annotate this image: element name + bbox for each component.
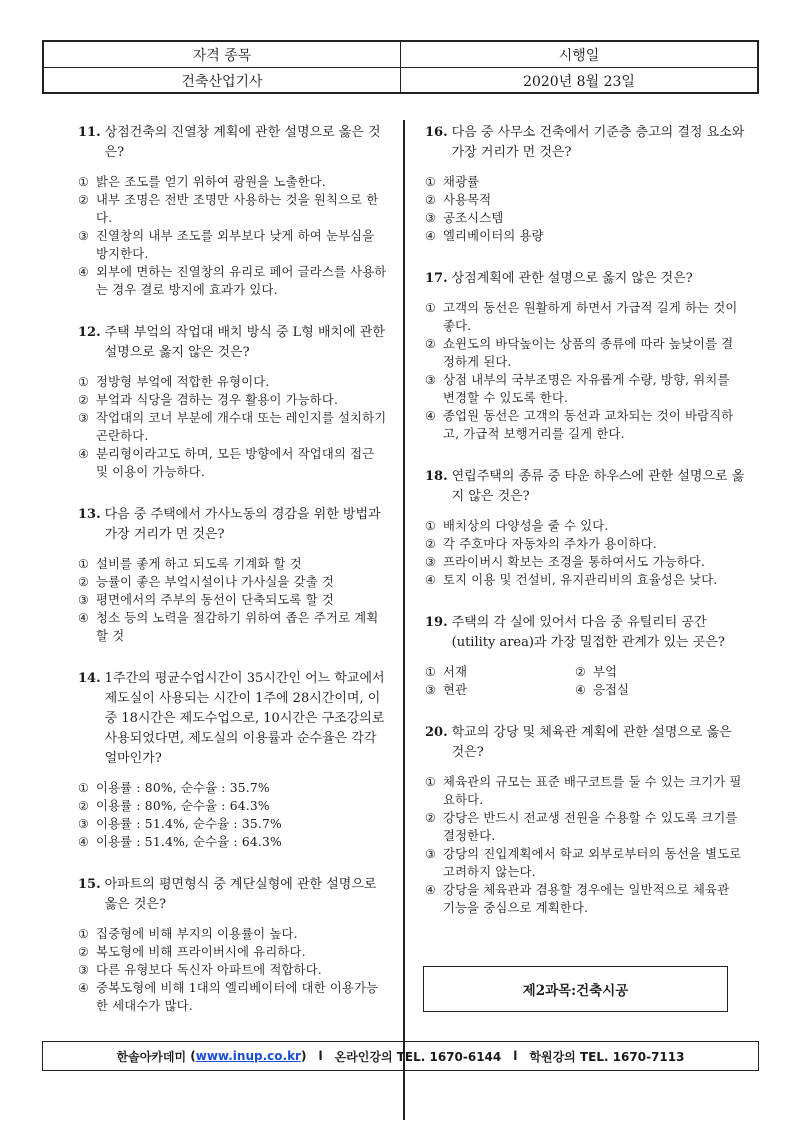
choice-text: 진열창의 내부 조도를 외부보다 낮게 하여 눈부심을 방지한다. xyxy=(96,229,375,261)
answer-choices xyxy=(425,773,745,917)
column-divider xyxy=(403,120,405,1120)
question-stem xyxy=(425,123,745,163)
choice-text: 체육관의 규모는 표준 배구코트를 둘 수 있는 크기가 필요하다. xyxy=(443,775,742,807)
question-text: 상점계획에 관한 설명으로 옳지 않은 것은? xyxy=(451,271,693,286)
choice-text: 이용률 : 80%, 순수율 : 64.3% xyxy=(96,799,270,813)
answer-choice xyxy=(425,773,745,809)
answer-choice xyxy=(425,407,745,443)
answer-choice xyxy=(425,553,745,571)
choice-text: 분리형이라고도 하며, 모든 방향에서 작업대의 접근 및 이용이 가능하다. xyxy=(96,447,375,479)
choice-number: ④ xyxy=(575,683,586,697)
question-text: 아파트의 평면형식 중 계단실형에 관한 설명으로 옳은 것은? xyxy=(104,877,377,912)
question-stem xyxy=(425,467,745,507)
choice-number: ① xyxy=(78,375,89,389)
choice-number: ③ xyxy=(78,817,89,831)
choice-text: 능률이 좋은 부엌시설이나 가사실을 갖출 것 xyxy=(96,575,334,589)
online-lecture-phone: 온라인강의 TEL. 1670-6144 xyxy=(334,1049,502,1064)
choice-text: 외부에 면하는 진열창의 유리로 페어 글라스를 사용하는 경우 결로 방지에 효과가 있다. xyxy=(96,265,387,297)
choice-number: ④ xyxy=(425,409,436,423)
choice-number: ③ xyxy=(425,683,436,697)
answer-choice xyxy=(425,845,745,881)
answer-choices xyxy=(78,173,388,299)
question-number: 18. xyxy=(425,469,448,484)
answer-choice xyxy=(425,809,745,845)
choice-text: 복도형에 비해 프라이버시에 유리하다. xyxy=(96,945,306,959)
choice-number: ① xyxy=(425,775,436,789)
exam-header-table xyxy=(42,40,759,94)
answer-choices xyxy=(78,779,388,851)
choice-number: ② xyxy=(78,945,89,959)
choice-number: ③ xyxy=(425,847,436,861)
question-number: 20. xyxy=(425,725,448,740)
choice-number: ① xyxy=(78,557,89,571)
choice-number: ② xyxy=(575,665,586,679)
answer-choice xyxy=(78,797,388,815)
choice-number: ② xyxy=(425,337,436,351)
answer-choice xyxy=(78,391,388,409)
answer-choice xyxy=(425,681,575,699)
choice-number: ① xyxy=(78,175,89,189)
answer-choice xyxy=(78,573,388,591)
choice-number: ② xyxy=(78,193,89,207)
choice-text: 배치상의 다양성을 줄 수 있다. xyxy=(443,519,609,533)
choice-number: ① xyxy=(425,301,436,315)
choice-text: 중복도형에 비해 1대의 엘리베이터에 대한 이용가능한 세대수가 많다. xyxy=(96,981,379,1013)
choice-number: ④ xyxy=(78,447,89,461)
footer-separator: l xyxy=(318,1049,323,1063)
question-item xyxy=(78,669,388,851)
answer-choices xyxy=(425,663,745,699)
answer-choice xyxy=(78,815,388,833)
choice-text: 밝은 조도를 얻기 위하여 광원을 노출한다. xyxy=(96,175,326,189)
answer-choice xyxy=(425,191,745,209)
answer-choice xyxy=(78,833,388,851)
question-text: 주택의 각 실에 있어서 다음 중 유틸리티 공간(utility area)과 가장 밀접한 관계가 있는 곳은? xyxy=(451,615,725,650)
answer-choice xyxy=(425,209,745,227)
choice-number: ③ xyxy=(78,963,89,977)
exam-date-label: 시행일 xyxy=(558,47,600,64)
choice-number: ② xyxy=(425,537,436,551)
choice-text: 강당의 진입계획에서 학교 외부로부터의 동선을 별도로 고려하지 않는다. xyxy=(443,847,742,879)
choice-number: ① xyxy=(425,665,436,679)
answer-choice xyxy=(425,299,745,335)
choice-text: 설비를 좋게 하고 되도록 기계화 할 것 xyxy=(96,557,302,571)
question-item xyxy=(78,875,388,1015)
answer-choice xyxy=(78,373,388,391)
answer-choice xyxy=(425,571,745,589)
footer-bar: 한솔아카데미 ( www.inup.co.kr ) l 온라인강의 TEL. 1670-6144 l 학원강의 TEL. 1670-7113 xyxy=(42,1041,759,1071)
question-number: 13. xyxy=(78,507,101,522)
choice-number: ③ xyxy=(425,373,436,387)
answer-choices xyxy=(425,517,745,589)
answer-choice xyxy=(78,263,388,299)
question-stem xyxy=(425,269,745,289)
choice-text: 강당은 반드시 전교생 전원을 수용할 수 있도록 크기를 결정한다. xyxy=(443,811,738,843)
choice-text: 응접실 xyxy=(593,683,630,697)
answer-choices xyxy=(78,373,388,481)
question-number: 12. xyxy=(78,325,101,340)
answer-choice xyxy=(425,535,745,553)
choice-text: 작업대의 코너 부분에 개수대 또는 레인지를 설치하기 곤란하다. xyxy=(96,411,387,443)
choice-number: ④ xyxy=(425,883,436,897)
answer-choices xyxy=(78,555,388,645)
question-text: 1주간의 평균수업시간이 35시간인 어느 학교에서 제도실이 사용되는 시간이 1주에 28시간이며, 이 중 18시간은 제도수업으로, 10시간은 구조강의로 사용되었다면, 제도실의 이용률과 순수율은 각각 얼마인가? xyxy=(104,671,385,766)
answer-choice xyxy=(78,191,388,227)
question-item xyxy=(425,269,745,443)
footer-separator: l xyxy=(513,1049,518,1063)
choice-number: ③ xyxy=(425,555,436,569)
answer-choice xyxy=(78,779,388,797)
choice-text: 채광률 xyxy=(443,175,480,189)
question-stem xyxy=(78,505,388,545)
choice-text: 쇼윈도의 바닥높이는 상품의 종류에 따라 높낮이를 결정하게 된다. xyxy=(443,337,734,369)
choice-number: ① xyxy=(78,927,89,941)
question-stem xyxy=(425,723,745,763)
choice-text: 상점 내부의 국부조명은 자유롭게 수량, 방향, 위치를 변경할 수 있도록 한다. xyxy=(443,373,730,405)
answer-choice xyxy=(425,335,745,371)
exam-date: 2020년 8월 23일 xyxy=(523,73,635,90)
choice-text: 사용목적 xyxy=(443,193,492,207)
choice-text: 종업원 동선은 고객의 동선과 교차되는 것이 바람직하고, 가급적 보행거리를 길게 한다. xyxy=(443,409,734,441)
choice-number: ② xyxy=(78,575,89,589)
choice-number: ① xyxy=(425,175,436,189)
section-heading-box xyxy=(423,966,728,1012)
question-text: 연립주택의 종류 중 타운 하우스에 관한 설명으로 옳지 않은 것은? xyxy=(451,469,745,504)
answer-choice xyxy=(425,173,745,191)
choice-text: 현관 xyxy=(443,683,468,697)
question-stem xyxy=(78,669,388,769)
question-stem xyxy=(78,123,388,163)
choice-text: 다른 유형보다 독신자 아파트에 적합하다. xyxy=(96,963,322,977)
academy-name: 한솔아카데미 xyxy=(116,1049,187,1064)
choice-text: 강당을 체육관과 겸용할 경우에는 일반적으로 체육관 기능을 중심으로 계획한다. xyxy=(443,883,730,915)
answer-choice xyxy=(78,943,388,961)
answer-choice xyxy=(78,591,388,609)
question-stem xyxy=(78,875,388,915)
qualification-name: 건축산업기사 xyxy=(44,68,401,93)
choice-number: ③ xyxy=(425,211,436,225)
section-title: 제2과목:건축시공 xyxy=(522,983,629,999)
question-item xyxy=(425,613,745,699)
answer-choice xyxy=(425,517,745,535)
question-item xyxy=(78,123,388,299)
choice-text: 이용률 : 51.4%, 순수율 : 35.7% xyxy=(96,817,282,831)
question-item xyxy=(425,123,745,245)
header-value-row xyxy=(44,67,757,93)
left-column xyxy=(78,123,388,1039)
choice-number: ③ xyxy=(78,229,89,243)
choice-number: ② xyxy=(425,811,436,825)
answer-choice xyxy=(78,555,388,573)
choice-text: 토지 이용 및 건설비, 유지관리비의 효율성은 낮다. xyxy=(443,573,718,587)
choice-text: 서재 xyxy=(443,665,468,679)
answer-choice xyxy=(425,227,745,245)
choice-text: 부엌과 식당을 겸하는 경우 활용이 가능하다. xyxy=(96,393,339,407)
question-text: 다음 중 사무소 건축에서 기준층 층고의 결정 요소와 가장 거리가 먼 것은? xyxy=(451,125,745,160)
answer-choice xyxy=(78,961,388,979)
choice-text: 청소 등의 노력을 절감하기 위하여 좁은 주거로 계획할 것 xyxy=(96,611,379,643)
question-number: 14. xyxy=(78,671,101,686)
choice-number: ① xyxy=(425,519,436,533)
question-text: 주택 부엌의 작업대 배치 방식 중 L형 배치에 관한 설명으로 옳지 않은 것은? xyxy=(104,325,385,360)
answer-choices xyxy=(425,173,745,245)
choice-number: ② xyxy=(78,799,89,813)
question-number: 16. xyxy=(425,125,448,140)
question-stem xyxy=(425,613,745,653)
answer-choice xyxy=(78,609,388,645)
answer-choice xyxy=(78,227,388,263)
choice-number: ② xyxy=(78,393,89,407)
header-label-row xyxy=(44,42,757,67)
choice-text: 집중형에 비해 부지의 이용률이 높다. xyxy=(96,927,298,941)
choice-text: 평면에서의 주부의 동선이 단축되도록 할 것 xyxy=(96,593,334,607)
offline-lecture-phone: 학원강의 TEL. 1670-7113 xyxy=(529,1049,685,1064)
choice-number: ② xyxy=(425,193,436,207)
question-item xyxy=(425,723,745,917)
question-text: 학교의 강당 및 체육관 계획에 관한 설명으로 옳은 것은? xyxy=(451,725,732,760)
choice-text: 고객의 동선은 원활하게 하면서 가급적 길게 하는 것이 좋다. xyxy=(443,301,738,333)
question-text: 다음 중 주택에서 가사노동의 경감을 위한 방법과 가장 거리가 먼 것은? xyxy=(104,507,381,542)
answer-choice xyxy=(425,371,745,407)
choice-text: 각 주호마다 자동차의 주차가 용이하다. xyxy=(443,537,657,551)
choice-number: ① xyxy=(78,781,89,795)
question-number: 19. xyxy=(425,615,448,630)
choice-text: 정방형 부엌에 적합한 유형이다. xyxy=(96,375,270,389)
right-column xyxy=(425,123,745,941)
question-item xyxy=(78,505,388,645)
answer-choices xyxy=(425,299,745,443)
answer-choices xyxy=(78,925,388,1015)
choice-text: 내부 조명은 전반 조명만 사용하는 것을 원칙으로 한다. xyxy=(96,193,379,225)
answer-choice xyxy=(575,663,725,681)
choice-text: 엘리베이터의 용량 xyxy=(443,229,544,243)
choice-text: 부엌 xyxy=(593,665,618,679)
choice-text: 프라이버시 확보는 조경을 통하여서도 가능하다. xyxy=(443,555,706,569)
question-stem xyxy=(78,323,388,363)
question-number: 11. xyxy=(78,125,101,140)
choice-number: ③ xyxy=(78,411,89,425)
answer-choice xyxy=(425,663,575,681)
answer-choice xyxy=(78,979,388,1015)
choice-number: ③ xyxy=(78,593,89,607)
question-text: 상점건축의 진열창 계획에 관한 설명으로 옳은 것은? xyxy=(104,125,381,160)
answer-choice xyxy=(78,409,388,445)
choice-text: 이용률 : 80%, 순수율 : 35.7% xyxy=(96,781,270,795)
question-number: 17. xyxy=(425,271,448,286)
choice-number: ④ xyxy=(425,573,436,587)
qualification-label: 자격 종목 xyxy=(44,42,401,67)
choice-number: ④ xyxy=(425,229,436,243)
question-item xyxy=(78,323,388,481)
question-item xyxy=(425,467,745,589)
answer-choice xyxy=(425,881,745,917)
answer-choice xyxy=(78,173,388,191)
answer-choice xyxy=(78,925,388,943)
choice-text: 이용률 : 51.4%, 순수율 : 64.3% xyxy=(96,835,282,849)
choice-text: 공조시스템 xyxy=(443,211,504,225)
academy-website-link[interactable]: www.inup.co.kr xyxy=(195,1049,301,1063)
question-number: 15. xyxy=(78,877,101,892)
answer-choice xyxy=(78,445,388,481)
answer-choice xyxy=(575,681,725,699)
choice-number: ④ xyxy=(78,265,89,279)
choice-number: ④ xyxy=(78,835,89,849)
choice-number: ④ xyxy=(78,611,89,625)
choice-number: ④ xyxy=(78,981,89,995)
